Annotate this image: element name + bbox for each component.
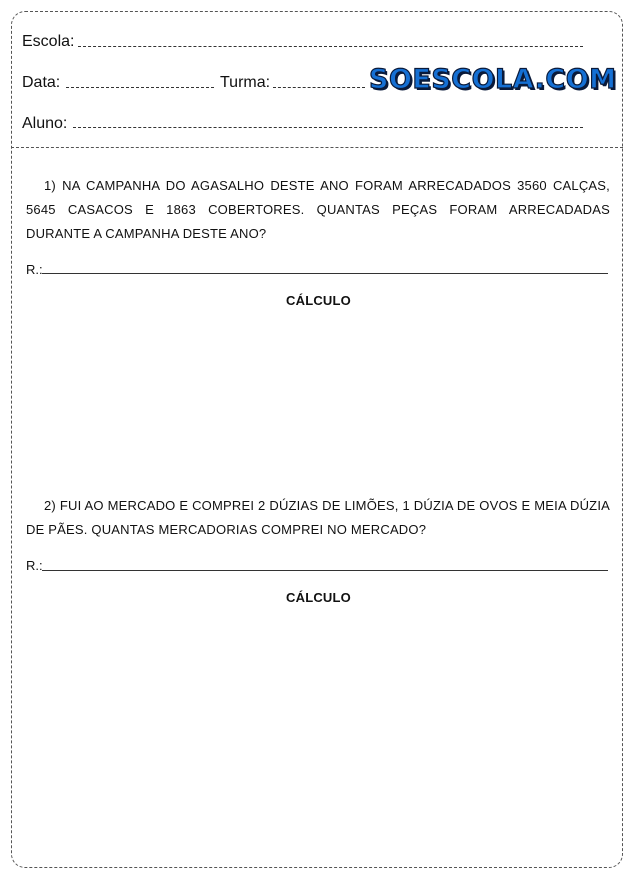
question-1-answer-line[interactable] <box>42 273 608 274</box>
student-field[interactable] <box>73 127 583 128</box>
question-2-answer-line[interactable] <box>42 570 608 571</box>
question-2-number: 2) <box>44 498 56 513</box>
date-label: Data: <box>22 74 61 91</box>
question-1 <box>26 174 610 246</box>
question-2-calc-title: CÁLCULO <box>286 590 351 605</box>
question-1-number: 1) <box>44 178 56 193</box>
question-2-answer-label: R.: <box>26 558 43 573</box>
date-field[interactable] <box>66 87 214 88</box>
question-1-text: NA CAMPANHA DO AGASALHO DESTE ANO FORAM ARRECADADOS 3560 CALÇAS, 5645 CASACOS E 1863 COBERTORES. QUANTAS PEÇAS FORAM ARRECADADAS DURANTE A CAMPANHA DESTE ANO? <box>26 178 610 241</box>
header-separator <box>11 147 623 148</box>
question-2-text: FUI AO MERCADO E COMPREI 2 DÚZIAS DE LIMÕES, 1 DÚZIA DE OVOS E MEIA DÚZIA DE PÃES. QUANTAS MERCADORIAS COMPREI NO MERCADO? <box>26 498 610 537</box>
school-label: Escola: <box>22 33 75 50</box>
soescola-logo: SOESCOLA.COM <box>369 64 617 95</box>
class-label: Turma: <box>220 74 271 91</box>
school-field[interactable] <box>78 46 583 47</box>
question-1-answer-label: R.: <box>26 262 43 277</box>
question-1-calc-title: CÁLCULO <box>286 293 351 308</box>
student-label: Aluno: <box>22 115 68 132</box>
class-field[interactable] <box>273 87 365 88</box>
worksheet-border <box>11 11 623 868</box>
question-2 <box>26 494 610 542</box>
